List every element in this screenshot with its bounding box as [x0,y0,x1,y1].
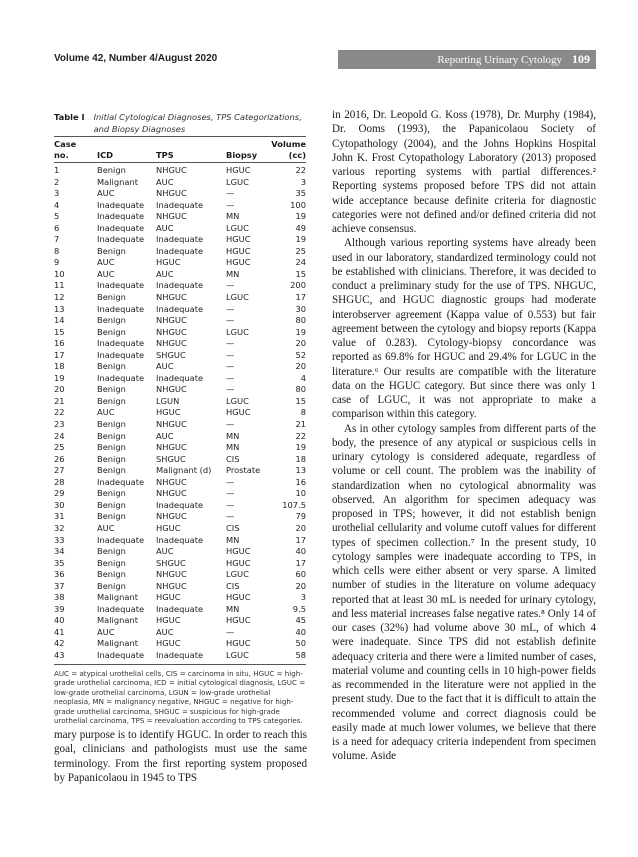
tps-cell: NHGUC [156,488,187,499]
icd-cell: Benign [97,453,126,464]
table-row [54,177,306,189]
case-number: 10 [54,268,65,279]
biopsy-cell: HGUC [226,257,251,268]
icd-cell: AUC [97,626,115,637]
case-number: 33 [54,534,65,545]
case-number: 21 [54,395,65,406]
tps-cell: LGUN [156,395,180,406]
table-row [54,511,306,523]
table-row [54,223,306,235]
biopsy-cell: HGUC [226,546,251,557]
tps-cell: NHGUC [156,211,187,222]
biopsy-cell: CIS [226,453,240,464]
tps-cell: AUC [156,361,174,372]
icd-cell: Inadequate [97,534,145,545]
table-header-rule [54,162,306,163]
table-row [54,188,306,200]
icd-cell: Benign [97,419,126,430]
biopsy-cell: — [226,499,235,510]
tps-cell: NHGUC [156,338,187,349]
case-number: 14 [54,315,65,326]
case-number: 38 [54,592,65,603]
biopsy-cell: HGUC [226,234,251,245]
icd-cell: AUC [97,407,115,418]
tps-cell: SHGUC [156,349,186,360]
table-row [54,361,306,373]
table-caption [54,112,308,135]
case-number: 6 [54,222,60,233]
icd-cell: Inadequate [97,234,145,245]
biopsy-cell: — [226,511,235,522]
table-row [54,615,306,627]
biopsy-cell: LGUC [226,326,249,337]
icd-cell: Inadequate [97,303,145,314]
tps-cell: Inadequate [156,303,204,314]
biopsy-cell: LGUC [226,222,249,233]
table-caption-text: Initial Cytological Diagnoses, TPS Categorizations, and Biopsy Diagnoses [93,112,302,134]
volume-cell: 17 [295,557,306,568]
biopsy-cell: — [226,476,235,487]
icd-cell: Benign [97,292,126,303]
tps-cell: Malignant (d) [156,465,212,476]
icd-cell: Inadequate [97,222,145,233]
table-row [54,442,306,454]
biopsy-cell: — [226,419,235,430]
volume-cell: 9.5 [292,603,306,614]
case-number: 28 [54,476,65,487]
volume-cell: 49 [295,222,306,233]
biopsy-cell: — [226,188,235,199]
table-row [54,200,306,212]
tps-cell: AUC [156,546,174,557]
volume-cell: 19 [295,442,306,453]
icd-cell: Malignant [97,176,138,187]
icd-cell: Malignant [97,638,138,649]
icd-cell: Benign [97,315,126,326]
case-number: 23 [54,419,65,430]
case-number: 26 [54,453,65,464]
body-paragraph-2: Although various reporting systems have already been used in our laboratory, standardized terminology could not be established with clinicians. Therefore, it was decided to conduct a preliminary study for the use of TPS. NHGUC, SHGUC, and HGUC diagnostic groups had moderate interobserver agreement (Kappa value of 0.553) but fair agreement between the cytology and biopsy reports (Kappa value of 0.283). Cytology-biopsy concordance was reported as 69.8% for HGUC and 29.4% for LGUC in the literature.⁶ Our results are compatible with the literature data on the HGUC category. But since there was only 1 case of LGUC, it was not appropriate to make a comparison within this category. [332,237,597,421]
tps-cell: Inadequate [156,245,204,256]
table-row [54,211,306,223]
case-number: 3 [54,188,60,199]
volume-cell: 16 [295,476,306,487]
biopsy-cell: LGUC [226,649,249,660]
table-row [54,477,306,489]
case-number: 25 [54,442,65,453]
table-row [54,327,306,339]
tps-cell: Inadequate [156,280,204,291]
tps-cell: Inadequate [156,499,204,510]
icd-cell: Benign [97,465,126,476]
icd-cell: Benign [97,361,126,372]
volume-cell: 80 [295,315,306,326]
tps-cell: NHGUC [156,476,187,487]
tps-cell: NHGUC [156,569,187,580]
tps-cell: Inadequate [156,234,204,245]
volume-cell: 4 [300,372,306,383]
biopsy-cell: — [226,303,235,314]
right-column-text [332,108,596,764]
body-paragraph-1: in 2016, Dr. Leopold G. Koss (1978), Dr. Murphy (1984), Dr. Ooms (1993), the Papanicolaou Society of Cytopathology (2004), and the Johns Hopkins Hospital John K. Frost Cytopathology Laboratory (2013) proposed various reporting systems with partial differences.² Reporting systems proposed before TPS did not attain wide acceptance because definite criteria for diagnostic categories were not defined and/or defined criteria did not achieve consensus. [332,109,596,235]
icd-cell: Benign [97,442,126,453]
volume-cell: 18 [295,453,306,464]
volume-cell: 40 [295,546,306,557]
running-title: Reporting Urinary Cytology [437,53,562,66]
biopsy-cell: — [226,315,235,326]
tps-cell: Inadequate [156,372,204,383]
biopsy-cell: HGUC [226,615,251,626]
table-row [54,638,306,650]
volume-cell: 10 [295,488,306,499]
volume-cell: 19 [295,211,306,222]
icd-cell: Inadequate [97,476,145,487]
tps-cell: NHGUC [156,315,187,326]
tps-cell: HGUC [156,522,181,533]
icd-cell: AUC [97,257,115,268]
biopsy-cell: MN [226,442,240,453]
volume-cell: 15 [295,395,306,406]
biopsy-cell: MN [226,430,240,441]
header-volume-line2: (cc) [288,150,306,160]
header-icd: ICD [97,150,114,160]
volume-cell: 8 [300,407,306,418]
icd-cell: Inadequate [97,349,145,360]
table-row [54,546,306,558]
tps-cell: SHGUC [156,557,186,568]
table-row [54,535,306,547]
table-row [54,269,306,281]
table-row [54,292,306,304]
case-number: 36 [54,569,65,580]
volume-cell: 107.5 [282,499,306,510]
table-row [54,627,306,639]
tps-cell: NHGUC [156,580,187,591]
volume-cell: 100 [290,199,306,210]
table-row [54,304,306,316]
table-row [54,454,306,466]
table-row [54,465,306,477]
icd-cell: Benign [97,569,126,580]
table-row [54,569,306,581]
tps-cell: NHGUC [156,419,187,430]
table-row [54,604,306,616]
case-number: 4 [54,199,60,210]
icd-cell: Benign [97,546,126,557]
table-row [54,257,306,269]
tps-cell: NHGUC [156,326,187,337]
table-row [54,558,306,570]
volume-cell: 45 [295,615,306,626]
case-number: 2 [54,176,60,187]
biopsy-cell: — [226,372,235,383]
case-number: 31 [54,511,65,522]
tps-cell: Inadequate [156,199,204,210]
volume-cell: 50 [295,638,306,649]
volume-cell: 19 [295,234,306,245]
table-row [54,315,306,327]
case-number: 18 [54,361,65,372]
volume-cell: 19 [295,326,306,337]
tps-cell: NHGUC [156,165,187,175]
volume-cell: 13 [295,465,306,476]
icd-cell: Benign [97,245,126,256]
case-number: 16 [54,338,65,349]
volume-cell: 24 [295,257,306,268]
icd-cell: Benign [97,384,126,395]
case-number: 42 [54,638,65,649]
table-row [54,523,306,535]
table-row [54,407,306,419]
icd-cell: AUC [97,522,115,533]
table-row [54,373,306,385]
volume-cell: 3 [300,176,306,187]
tps-cell: HGUC [156,615,181,626]
biopsy-cell: — [226,338,235,349]
volume-cell: 15 [295,268,306,279]
tps-cell: AUC [156,268,174,279]
tps-cell: HGUC [156,638,181,649]
case-number: 9 [54,257,60,268]
biopsy-cell: HGUC [226,165,251,175]
icd-cell: Benign [97,499,126,510]
case-number: 17 [54,349,65,360]
icd-cell: Benign [97,430,126,441]
case-number: 11 [54,280,65,291]
biopsy-cell: HGUC [226,245,251,256]
case-number: 34 [54,546,65,557]
table-row [54,500,306,512]
table-label: Table I [54,112,85,122]
tps-cell: NHGUC [156,442,187,453]
biopsy-cell: MN [226,603,240,614]
icd-cell: Benign [97,488,126,499]
volume-cell: 20 [295,361,306,372]
icd-cell: Benign [97,557,126,568]
biopsy-cell: HGUC [226,638,251,649]
header-case-line1: Case [54,139,77,149]
case-number: 30 [54,499,65,510]
icd-cell: Inadequate [97,603,145,614]
biopsy-cell: LGUC [226,176,249,187]
volume-cell: 25 [295,245,306,256]
table-row [54,246,306,258]
case-number: 39 [54,603,65,614]
body-paragraph-3: As in other cytology samples from different parts of the body, the presence of any atypical or suspicious cells in urinary cytology is considered adequate, regardless of volume or cell count. The problem was the inability of standardization when no cytological abnormality was observed. An algorithm for specimen adequacy was proposed in TPS; however, it did not establish benign urothelial cellularity and volume cutoff values for different types of specimen collection.⁷ In the present study, 10 cytology samples were inadequate according to TPS, in which cells were either absent or very sparse. A limited number of studies in the literature on volume adequacy reported that at least 30 mL is needed for urinary cytology, and less material increases false negative rates.⁸ Only 14 of our cases (32%) had volume above 30 mL, of which 4 were inadequate. Since TPS did not establish definite adequacy criteria and there were a limited number of cases, material volume and counting cells in 10 high-power fields as recommended in the literature were not applied in the present study. Due to the fact that it is difficult to attain the recommended volume and correct diagnosis could be easily made at much lower volumes, we believe that there is a need for adequacy criteria independent from specimen volume. Aside [332,422,596,763]
table-footnote: AUC = atypical urothelial cells, CIS = carcinoma in situ, HGUC = high-grade urothelial carcinoma, ICD = initial cytological diagnosis, LGUC = low-grade urothelial carcinoma, LGUN = low-grade urothelial neoplasia, MN = malignancy negative, NHGUC = negative for high-grade urothelial carcinoma, SHGUC = suspicious for high-grade urothelial carcinoma, TPS = reevaluation according to TPS categories. [54,669,306,726]
tps-cell: NHGUC [156,292,187,303]
icd-cell: Malignant [97,615,138,626]
case-number: 32 [54,522,65,533]
icd-cell: Inadequate [97,372,145,383]
table-body [54,165,306,662]
biopsy-cell: MN [226,268,240,279]
page-number: 109 [572,52,590,66]
running-header-bar [338,50,596,69]
volume-cell: 60 [295,569,306,580]
biopsy-cell: — [226,280,235,291]
table-bottom-rule [54,664,306,665]
left-body-paragraph: mary purpose is to identify HGUC. In order to reach this goal, clinicians and pathologists must use the same terminology. From the first reporting system proposed by Papanicolaou in 1945 to TPS [54,729,307,784]
tps-cell: HGUC [156,592,181,603]
volume-cell: 30 [295,303,306,314]
volume-cell: 58 [295,649,306,660]
volume-cell: 17 [295,292,306,303]
tps-cell: Inadequate [156,534,204,545]
table-top-rule [54,136,306,137]
icd-cell: Malignant [97,592,138,603]
icd-cell: Benign [97,165,126,175]
volume-cell: 17 [295,534,306,545]
table-row [54,419,306,431]
table-row [54,234,306,246]
biopsy-cell: LGUC [226,292,249,303]
case-number: 43 [54,649,65,660]
table-row [54,338,306,350]
case-number: 41 [54,626,65,637]
volume-cell: 52 [295,349,306,360]
icd-cell: Inadequate [97,199,145,210]
tps-cell: NHGUC [156,188,187,199]
biopsy-cell: HGUC [226,407,251,418]
tps-cell: AUC [156,430,174,441]
case-number: 27 [54,465,65,476]
biopsy-cell: CIS [226,522,240,533]
volume-cell: 79 [295,511,306,522]
volume-cell: 22 [295,430,306,441]
icd-cell: Inadequate [97,649,145,660]
biopsy-cell: MN [226,211,240,222]
case-number: 35 [54,557,65,568]
case-number: 13 [54,303,65,314]
table-row [54,350,306,362]
icd-cell: Inadequate [97,338,145,349]
tps-cell: HGUC [156,257,181,268]
icd-cell: Benign [97,395,126,406]
volume-cell: 20 [295,580,306,591]
volume-cell: 20 [295,522,306,533]
case-number: 24 [54,430,65,441]
case-number: 22 [54,407,65,418]
biopsy-cell: LGUC [226,569,249,580]
table-row [54,581,306,593]
volume-cell: 35 [295,188,306,199]
biopsy-cell: — [226,349,235,360]
biopsy-cell: — [226,626,235,637]
icd-cell: Inadequate [97,280,145,291]
icd-cell: Benign [97,326,126,337]
journal-volume-info: Volume 42, Number 4/August 2020 [54,53,218,64]
tps-cell: HGUC [156,407,181,418]
biopsy-cell: HGUC [226,592,251,603]
header-biopsy: Biopsy [226,150,258,160]
tps-cell: Inadequate [156,603,204,614]
icd-cell: AUC [97,268,115,279]
table-row [54,396,306,408]
volume-cell: 200 [290,280,306,291]
volume-cell: 21 [295,419,306,430]
volume-cell: 22 [295,165,306,175]
header-case-line2: no. [54,150,69,160]
table-row [54,592,306,604]
case-number: 5 [54,211,60,222]
biopsy-cell: HGUC [226,557,251,568]
tps-cell: Inadequate [156,649,204,660]
icd-cell: Benign [97,511,126,522]
icd-cell: Inadequate [97,211,145,222]
case-number: 8 [54,245,60,256]
tps-cell: SHGUC [156,453,186,464]
case-number: 29 [54,488,65,499]
biopsy-cell: — [226,199,235,210]
volume-cell: 80 [295,384,306,395]
case-number: 19 [54,372,65,383]
header-volume-line1: Volume [271,139,306,149]
table-row [54,488,306,500]
case-number: 1 [54,165,60,175]
icd-cell: AUC [97,188,115,199]
volume-cell: 40 [295,626,306,637]
case-number: 12 [54,292,65,303]
biopsy-cell: — [226,384,235,395]
case-number: 15 [54,326,65,337]
biopsy-cell: MN [226,534,240,545]
volume-cell: 3 [300,592,306,603]
header-tps: TPS [156,150,174,160]
table-row [54,165,306,177]
tps-cell: AUC [156,626,174,637]
tps-cell: NHGUC [156,384,187,395]
case-number: 37 [54,580,65,591]
biopsy-cell: — [226,361,235,372]
tps-cell: NHGUC [156,511,187,522]
biopsy-cell: — [226,488,235,499]
table-row [54,650,306,662]
case-number: 7 [54,234,60,245]
tps-cell: AUC [156,222,174,233]
case-number: 20 [54,384,65,395]
biopsy-cell: LGUC [226,395,249,406]
table-row [54,384,306,396]
icd-cell: Benign [97,580,126,591]
table-row [54,280,306,292]
tps-cell: AUC [156,176,174,187]
biopsy-cell: CIS [226,580,240,591]
volume-cell: 20 [295,338,306,349]
case-number: 40 [54,615,65,626]
biopsy-cell: Prostate [226,465,261,476]
table-row [54,431,306,443]
